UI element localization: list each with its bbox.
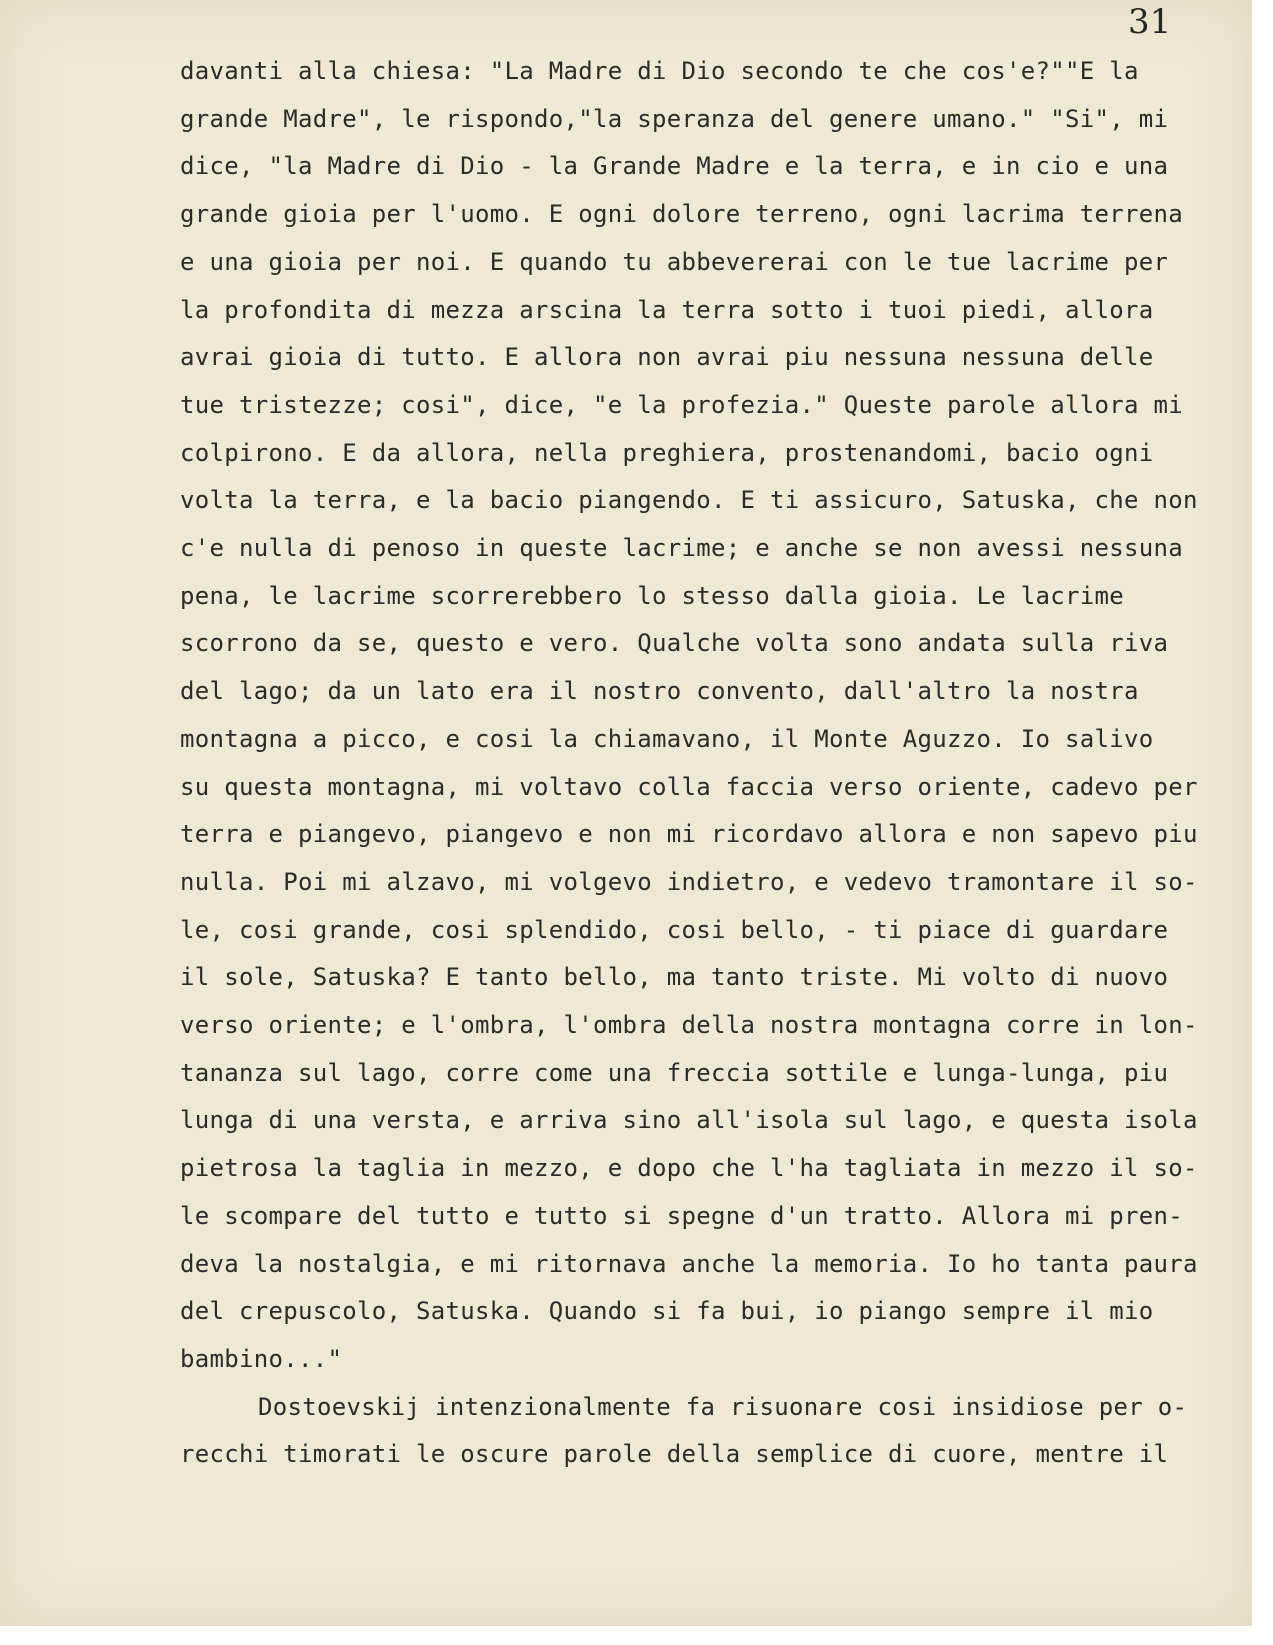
text-line: verso oriente; e l'ombra, l'ombra della nostra montagna corre in lon- bbox=[180, 1011, 1198, 1039]
text-line: recchi timorati le oscure parole della semplice di cuore, mentre il bbox=[180, 1440, 1169, 1468]
text-line: tue tristezze; cosi", dice, "e la profezia." Queste parole allora mi bbox=[180, 391, 1183, 419]
text-line: volta la terra, e la bacio piangendo. E ti assicuro, Satuska, che non bbox=[180, 486, 1198, 514]
text-line: del lago; da un lato era il nostro convento, dall'altro la nostra bbox=[180, 677, 1139, 705]
text-line: avrai gioia di tutto. E allora non avrai piu nessuna nessuna delle bbox=[180, 343, 1154, 371]
text-line: montagna a picco, e cosi la chiamavano, il Monte Aguzzo. Io salivo bbox=[180, 725, 1154, 753]
text-line: grande gioia per l'uomo. E ogni dolore terreno, ogni lacrima terrena bbox=[180, 200, 1183, 228]
text-line: pena, le lacrime scorrerebbero lo stesso dalla gioia. Le lacrime bbox=[180, 582, 1124, 610]
text-line: pietrosa la taglia in mezzo, e dopo che l'ha tagliata in mezzo il so- bbox=[180, 1154, 1198, 1182]
text-line: su questa montagna, mi voltavo colla faccia verso oriente, cadevo per bbox=[180, 773, 1198, 801]
text-line: grande Madre", le rispondo,"la speranza del genere umano." "Si", mi bbox=[180, 105, 1169, 133]
text-line: la profondita di mezza arscina la terra sotto i tuoi piedi, allora bbox=[180, 296, 1154, 324]
text-line: colpirono. E da allora, nella preghiera, prostenandomi, bacio ogni bbox=[180, 439, 1154, 467]
text-line: bambino..." bbox=[180, 1345, 343, 1373]
text-line: Dostoevskij intenzionalmente fa risuonare cosi insidiose per o- bbox=[258, 1393, 1188, 1421]
text-line: scorrono da se, questo e vero. Qualche volta sono andata sulla riva bbox=[180, 629, 1169, 657]
text-line: nulla. Poi mi alzavo, mi volgevo indietro, e vedevo tramontare il so- bbox=[180, 868, 1198, 896]
text-line: tananza sul lago, corre come una freccia sottile e lunga-lunga, piu bbox=[180, 1059, 1169, 1087]
text-line: lunga di una versta, e arriva sino all'isola sul lago, e questa isola bbox=[180, 1106, 1198, 1134]
text-line: del crepuscolo, Satuska. Quando si fa bui, io piango sempre il mio bbox=[180, 1297, 1154, 1325]
page-number: 31 bbox=[1128, 2, 1172, 42]
text-line: dice, "la Madre di Dio - la Grande Madre e la terra, e in cio e una bbox=[180, 152, 1169, 180]
text-line: terra e piangevo, piangevo e non mi ricordavo allora e non sapevo piu bbox=[180, 820, 1198, 848]
text-line: deva la nostalgia, e mi ritornava anche la memoria. Io ho tanta paura bbox=[180, 1250, 1198, 1278]
text-line: le scompare del tutto e tutto si spegne d'un tratto. Allora mi pren- bbox=[180, 1202, 1183, 1230]
text-line: le, cosi grande, cosi splendido, cosi bello, - ti piace di guardare bbox=[180, 916, 1169, 944]
text-line: davanti alla chiesa: "La Madre di Dio secondo te che cos'e?""E la bbox=[180, 57, 1139, 85]
text-line: c'e nulla di penoso in queste lacrime; e anche se non avessi nessuna bbox=[180, 534, 1183, 562]
text-line: il sole, Satuska? E tanto bello, ma tanto triste. Mi volto di nuovo bbox=[180, 963, 1169, 991]
text-line: e una gioia per noi. E quando tu abbevererai con le tue lacrime per bbox=[180, 248, 1169, 276]
